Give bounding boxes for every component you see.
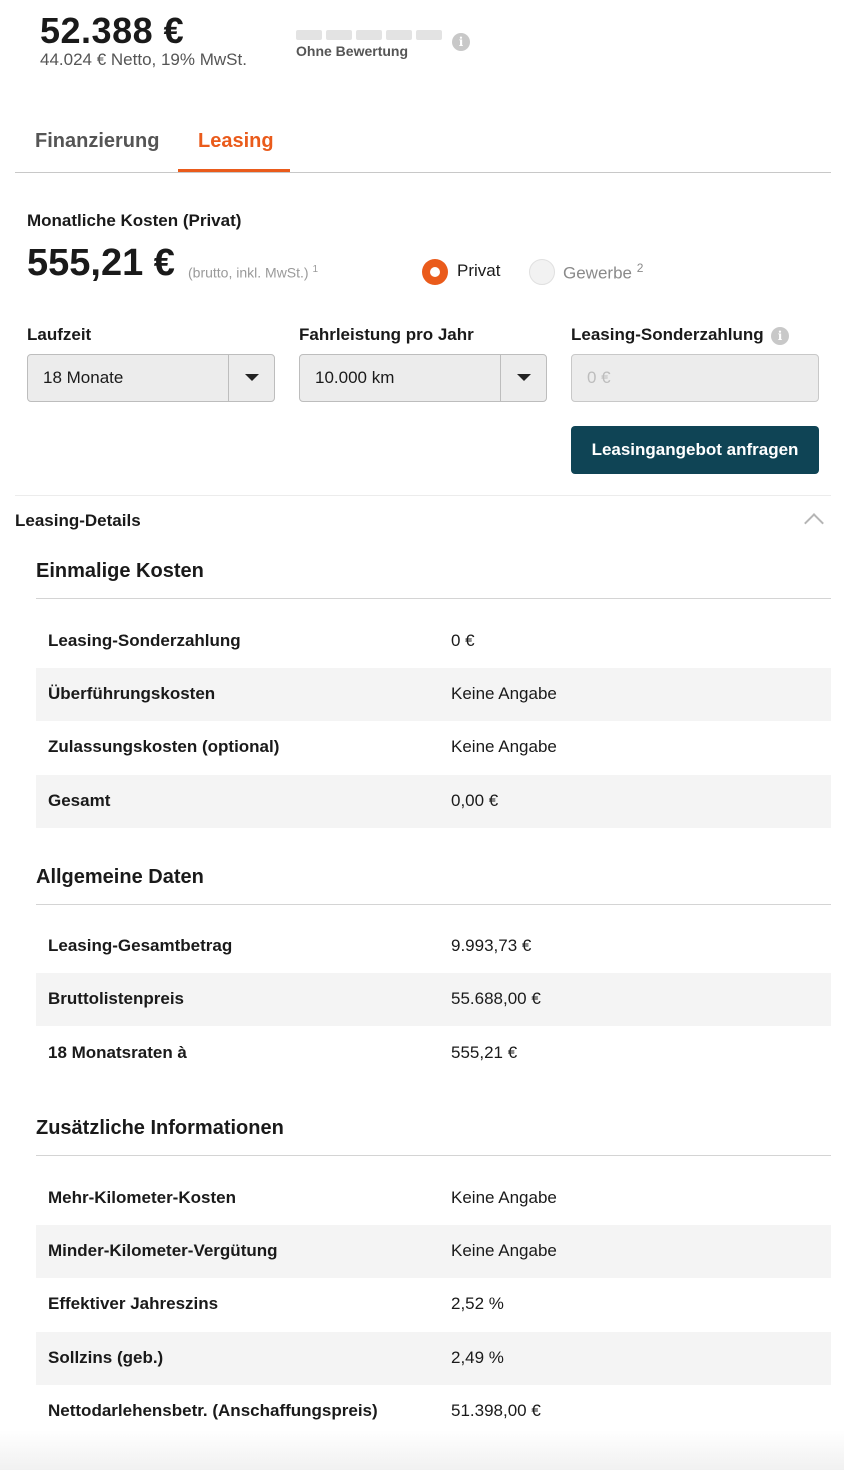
price-header [40, 10, 247, 70]
table-row [36, 1027, 831, 1080]
radio-gewerbe[interactable] [529, 259, 555, 285]
downpayment-label: Leasing-Sonderzahlung [571, 325, 764, 344]
footnote-ref: 1 [312, 264, 319, 275]
radio-privat[interactable] [422, 259, 448, 285]
monthly-cost-note [188, 264, 318, 281]
finance-tabs [15, 112, 831, 173]
table-row [36, 615, 831, 668]
price-rating [296, 30, 442, 59]
active-tab-indicator [178, 169, 290, 172]
rating-segment [326, 30, 352, 40]
chevron-up-icon[interactable] [804, 513, 824, 533]
tab-finanzierung[interactable]: Finanzierung [35, 130, 160, 152]
chevron-down-icon[interactable] [228, 355, 274, 401]
rating-segment [416, 30, 442, 40]
section-divider [36, 904, 831, 905]
info-icon[interactable]: i [771, 327, 789, 345]
gewerbe-text: Gewerbe [563, 263, 632, 283]
monthly-cost-value: 555,21 € [27, 242, 175, 284]
table-row [36, 1225, 831, 1278]
section-divider [36, 598, 831, 599]
mileage-select[interactable] [299, 354, 547, 402]
row-value: Keine Angabe [451, 737, 557, 756]
row-value: 0 € [451, 631, 475, 650]
bottom-fade [0, 1430, 844, 1470]
table-row [36, 721, 831, 774]
row-label: Nettodarlehensbetr. (Anschaffungspreis) [48, 1401, 378, 1420]
chevron-down-icon[interactable] [500, 355, 546, 401]
info-icon[interactable]: i [452, 33, 470, 51]
rating-segment [386, 30, 412, 40]
row-label: Minder-Kilometer-Vergütung [48, 1241, 278, 1260]
section-title-einmalige-kosten: Einmalige Kosten [36, 560, 204, 582]
term-select-value: 18 Monate [43, 368, 124, 387]
mileage-label: Fahrleistung pro Jahr [299, 325, 474, 344]
table-row [36, 920, 831, 973]
downpayment-placeholder: 0 € [587, 368, 611, 387]
row-value: 0,00 € [451, 791, 499, 810]
term-select[interactable] [27, 354, 275, 402]
downpayment-input[interactable] [571, 354, 819, 402]
section-divider [36, 1155, 831, 1156]
row-label: 18 Monatsraten à [48, 1043, 187, 1062]
row-label: Sollzins (geb.) [48, 1348, 164, 1367]
row-label: Gesamt [48, 791, 111, 810]
row-label: Effektiver Jahreszins [48, 1294, 219, 1313]
row-label: Zulassungskosten (optional) [48, 737, 280, 756]
radio-gewerbe-label[interactable] [563, 261, 643, 284]
radio-privat-label[interactable]: Privat [457, 261, 501, 280]
row-label: Bruttolistenpreis [48, 989, 185, 1008]
rating-label: Ohne Bewertung [296, 43, 409, 59]
footnote-ref: 2 [636, 261, 644, 275]
row-value: 55.688,00 € [451, 989, 541, 1008]
monthly-note-text: (brutto, inkl. MwSt.) [188, 264, 309, 281]
table-row [36, 973, 831, 1026]
row-label: Leasing-Gesamtbetrag [48, 936, 233, 955]
row-value: 51.398,00 € [451, 1401, 541, 1420]
monthly-cost-label: Monatliche Kosten (Privat) [27, 211, 242, 230]
row-value: 2,49 % [451, 1348, 504, 1367]
section-title-zusaetzliche-informationen: Zusätzliche Informationen [36, 1117, 284, 1139]
row-value: 2,52 % [451, 1294, 504, 1313]
table-row [36, 668, 831, 721]
table-row [36, 1278, 831, 1331]
table-row [36, 775, 831, 828]
vehicle-price: 52.388 € [40, 10, 185, 51]
tab-leasing[interactable]: Leasing [198, 130, 274, 152]
row-label: Leasing-Sonderzahlung [48, 631, 241, 650]
section-title-allgemeine-daten: Allgemeine Daten [36, 866, 204, 888]
table-row [36, 1172, 831, 1225]
row-value: 9.993,73 € [451, 936, 532, 955]
row-value: Keine Angabe [451, 1188, 557, 1207]
rating-bars [296, 30, 442, 40]
vehicle-price-net: 44.024 € Netto, 19% MwSt. [40, 50, 247, 69]
term-label: Laufzeit [27, 325, 92, 344]
rating-segment [356, 30, 382, 40]
row-label: Überführungskosten [48, 684, 216, 703]
request-leasing-offer-button[interactable]: Leasingangebot anfragen [571, 426, 819, 474]
row-value: Keine Angabe [451, 1241, 557, 1260]
table-row [36, 1332, 831, 1385]
row-value: Keine Angabe [451, 684, 557, 703]
row-value: 555,21 € [451, 1043, 518, 1062]
leasing-details-toggle[interactable]: Leasing-Details [15, 511, 141, 530]
rating-segment [296, 30, 322, 40]
mileage-select-value: 10.000 km [315, 368, 395, 387]
divider [15, 495, 831, 496]
row-label: Mehr-Kilometer-Kosten [48, 1188, 236, 1207]
